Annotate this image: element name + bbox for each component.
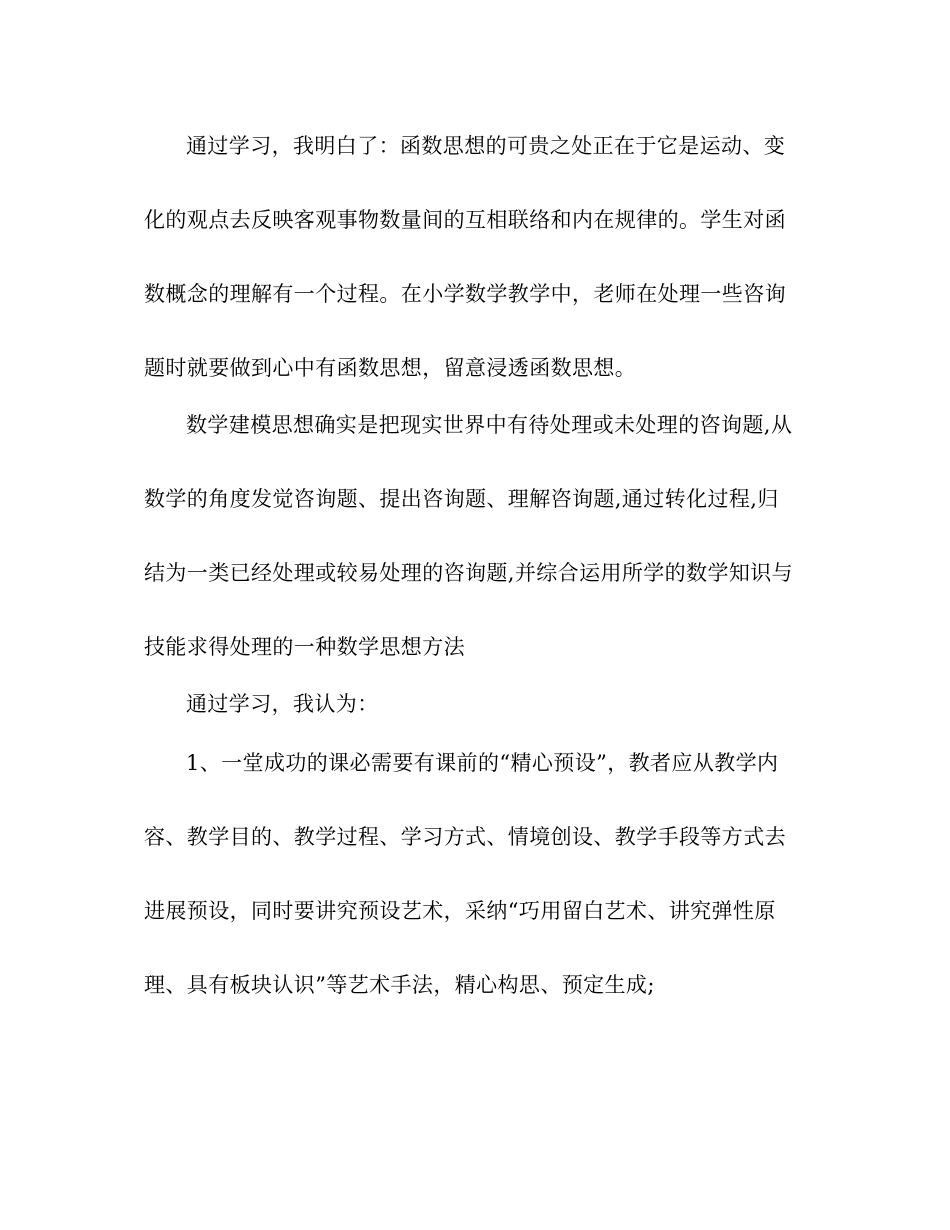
- paragraph-2-line-4: 技能求得处理的一种数学思想方法: [144, 635, 465, 659]
- paragraph-4-line-1: 1、一堂成功的课必需要有课前的“精心预设”，教者应从教学内: [186, 751, 779, 775]
- paragraph-1-line-3: 数概念的理解有一个过程。在小学数学教学中，老师在处理一些咨询: [144, 282, 786, 306]
- paragraph-4-line-4: 理、具有板块认识”等艺术手法，精心构思、预定生成;: [144, 973, 655, 997]
- paragraph-1-line-2: 化的观点去反映客观事物数量间的互相联络和内在规律的。学生对函: [144, 208, 786, 232]
- paragraph-4-line-3: 进展预设，同时要讲究预设艺术，采纳“巧用留白艺术、讲究弹性原: [144, 899, 776, 923]
- paragraph-2-line-1: 数学建模思想确实是把现实世界中有待处理或未处理的咨询题,从: [186, 413, 793, 437]
- paragraph-2-line-2: 数学的角度发觉咨询题、提出咨询题、理解咨询题,通过转化过程,归: [144, 487, 779, 511]
- paragraph-2-line-3: 结为一类已经处理或较易处理的咨询题,并综合运用所学的数学知识与: [144, 561, 794, 585]
- paragraph-1-line-4: 题时就要做到心中有函数思想，留意浸透函数思想。: [144, 356, 637, 380]
- paragraph-4-line-2: 容、教学目的、教学过程、学习方式、情境创设、教学手段等方式去: [144, 825, 786, 849]
- paragraph-1-line-1: 通过学习，我明白了：函数思想的可贵之处正在于它是运动、变: [186, 134, 786, 158]
- paragraph-3-line-1: 通过学习，我认为：: [186, 692, 379, 716]
